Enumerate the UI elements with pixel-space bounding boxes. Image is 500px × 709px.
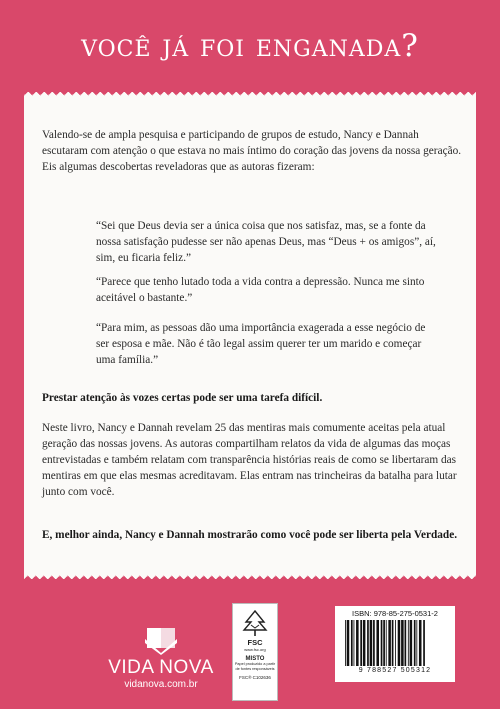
- barcode-bar: [388, 620, 391, 666]
- publisher-emblem-icon: [141, 625, 181, 655]
- barcode-bar: [416, 620, 417, 666]
- barcode-bar: [373, 620, 375, 666]
- fsc-mix: MISTO: [245, 656, 265, 662]
- barcode-bar: [398, 620, 401, 666]
- barcode-bar: [405, 620, 407, 666]
- cover-headline: você já foi enganada?: [81, 28, 419, 64]
- barcode-digits: 9 788527 505312: [358, 667, 432, 674]
- barcode-bar: [401, 620, 404, 666]
- testimonial-quote-1: “Sei que Deus devia ser a única coisa que nos satisfaz, mas, se a fonte da nossa satisfação pudesse ser não apenas Deus, mas “Deus + os amigos”, aí, sim, eu ficaria feliz.”: [96, 220, 436, 264]
- barcode-bar: [354, 620, 355, 666]
- barcode-bar: [386, 620, 387, 666]
- barcode-bar: [381, 620, 383, 666]
- publisher-logo: [106, 625, 216, 690]
- barcode-bar: [347, 620, 350, 666]
- barcode-bar: [351, 620, 353, 666]
- isbn-barcode: [335, 606, 455, 682]
- fsc-code: FSC® C102636: [239, 675, 271, 680]
- fsc-note: Papel produzido a partir de fontes responsáveis: [234, 662, 276, 671]
- barcode-bar: [410, 620, 413, 666]
- barcode-bar: [408, 620, 409, 666]
- testimonial-quote-3: “Para mim, as pessoas dão uma importância exagerada a esse negócio de ser esposa e mãe. Não é tão legal assim querer ter um marido e começar uma família.”: [96, 322, 426, 366]
- barcode-bar: [360, 620, 362, 666]
- fsc-title: FSC: [247, 638, 263, 647]
- barcode-bar: [367, 620, 369, 666]
- barcode-bar: [423, 620, 425, 666]
- fsc-certification-label: [232, 603, 278, 701]
- barcode-bar: [376, 620, 379, 666]
- barcode-bar: [363, 620, 366, 666]
- barcode-bar: [392, 620, 394, 666]
- barcode-bar: [383, 620, 385, 666]
- barcode-bar: [419, 620, 422, 666]
- barcode-bar: [414, 620, 416, 666]
- barcode-bar: [395, 620, 396, 666]
- fsc-tree-icon: [242, 609, 268, 637]
- emphasis-line: Prestar atenção às vozes certas pode ser uma tarefa difícil.: [42, 392, 323, 404]
- isbn-label: ISBN: 978-85-275-0531-2: [352, 609, 438, 618]
- publisher-name: VIDA NOVA: [108, 657, 214, 678]
- fsc-site: www.fsc.org: [244, 647, 266, 652]
- barcode-bar: [356, 620, 359, 666]
- intro-paragraph: Valendo-se de ampla pesquisa e participando de grupos de estudo, Nancy e Dannah escutaram com atenção o que estava no mais íntimo do coração das jovens da nossa geração. Eis algumas descobertas reveladoras que as autoras fizeram:: [42, 129, 462, 173]
- description-paragraph: Neste livro, Nancy e Dannah revelam 25 das mentiras mais comumente aceitas pela atual geração das nossas jovens. As autoras compartilham relatos da vida de algumas das moças entrevistadas e também relatam com transparência histórias reais de como se libertaram das mentiras em que elas mesmas acreditavam. Elas entram nas trincheiras da batalha para lutar junto com você.: [42, 422, 457, 498]
- closing-paragraph: E, melhor ainda, Nancy e Dannah mostrarão como você pode ser liberta pela Verdade.: [42, 529, 458, 541]
- publisher-url: vidanova.com.br: [124, 679, 198, 690]
- testimonial-quote-2: “Parece que tenho lutado toda a vida contra a depressão. Nunca me sinto aceitável o bastante.”: [96, 276, 425, 304]
- barcode-bars: [343, 620, 447, 666]
- barcode-bar: [345, 620, 346, 666]
- barcode-bar: [370, 620, 373, 666]
